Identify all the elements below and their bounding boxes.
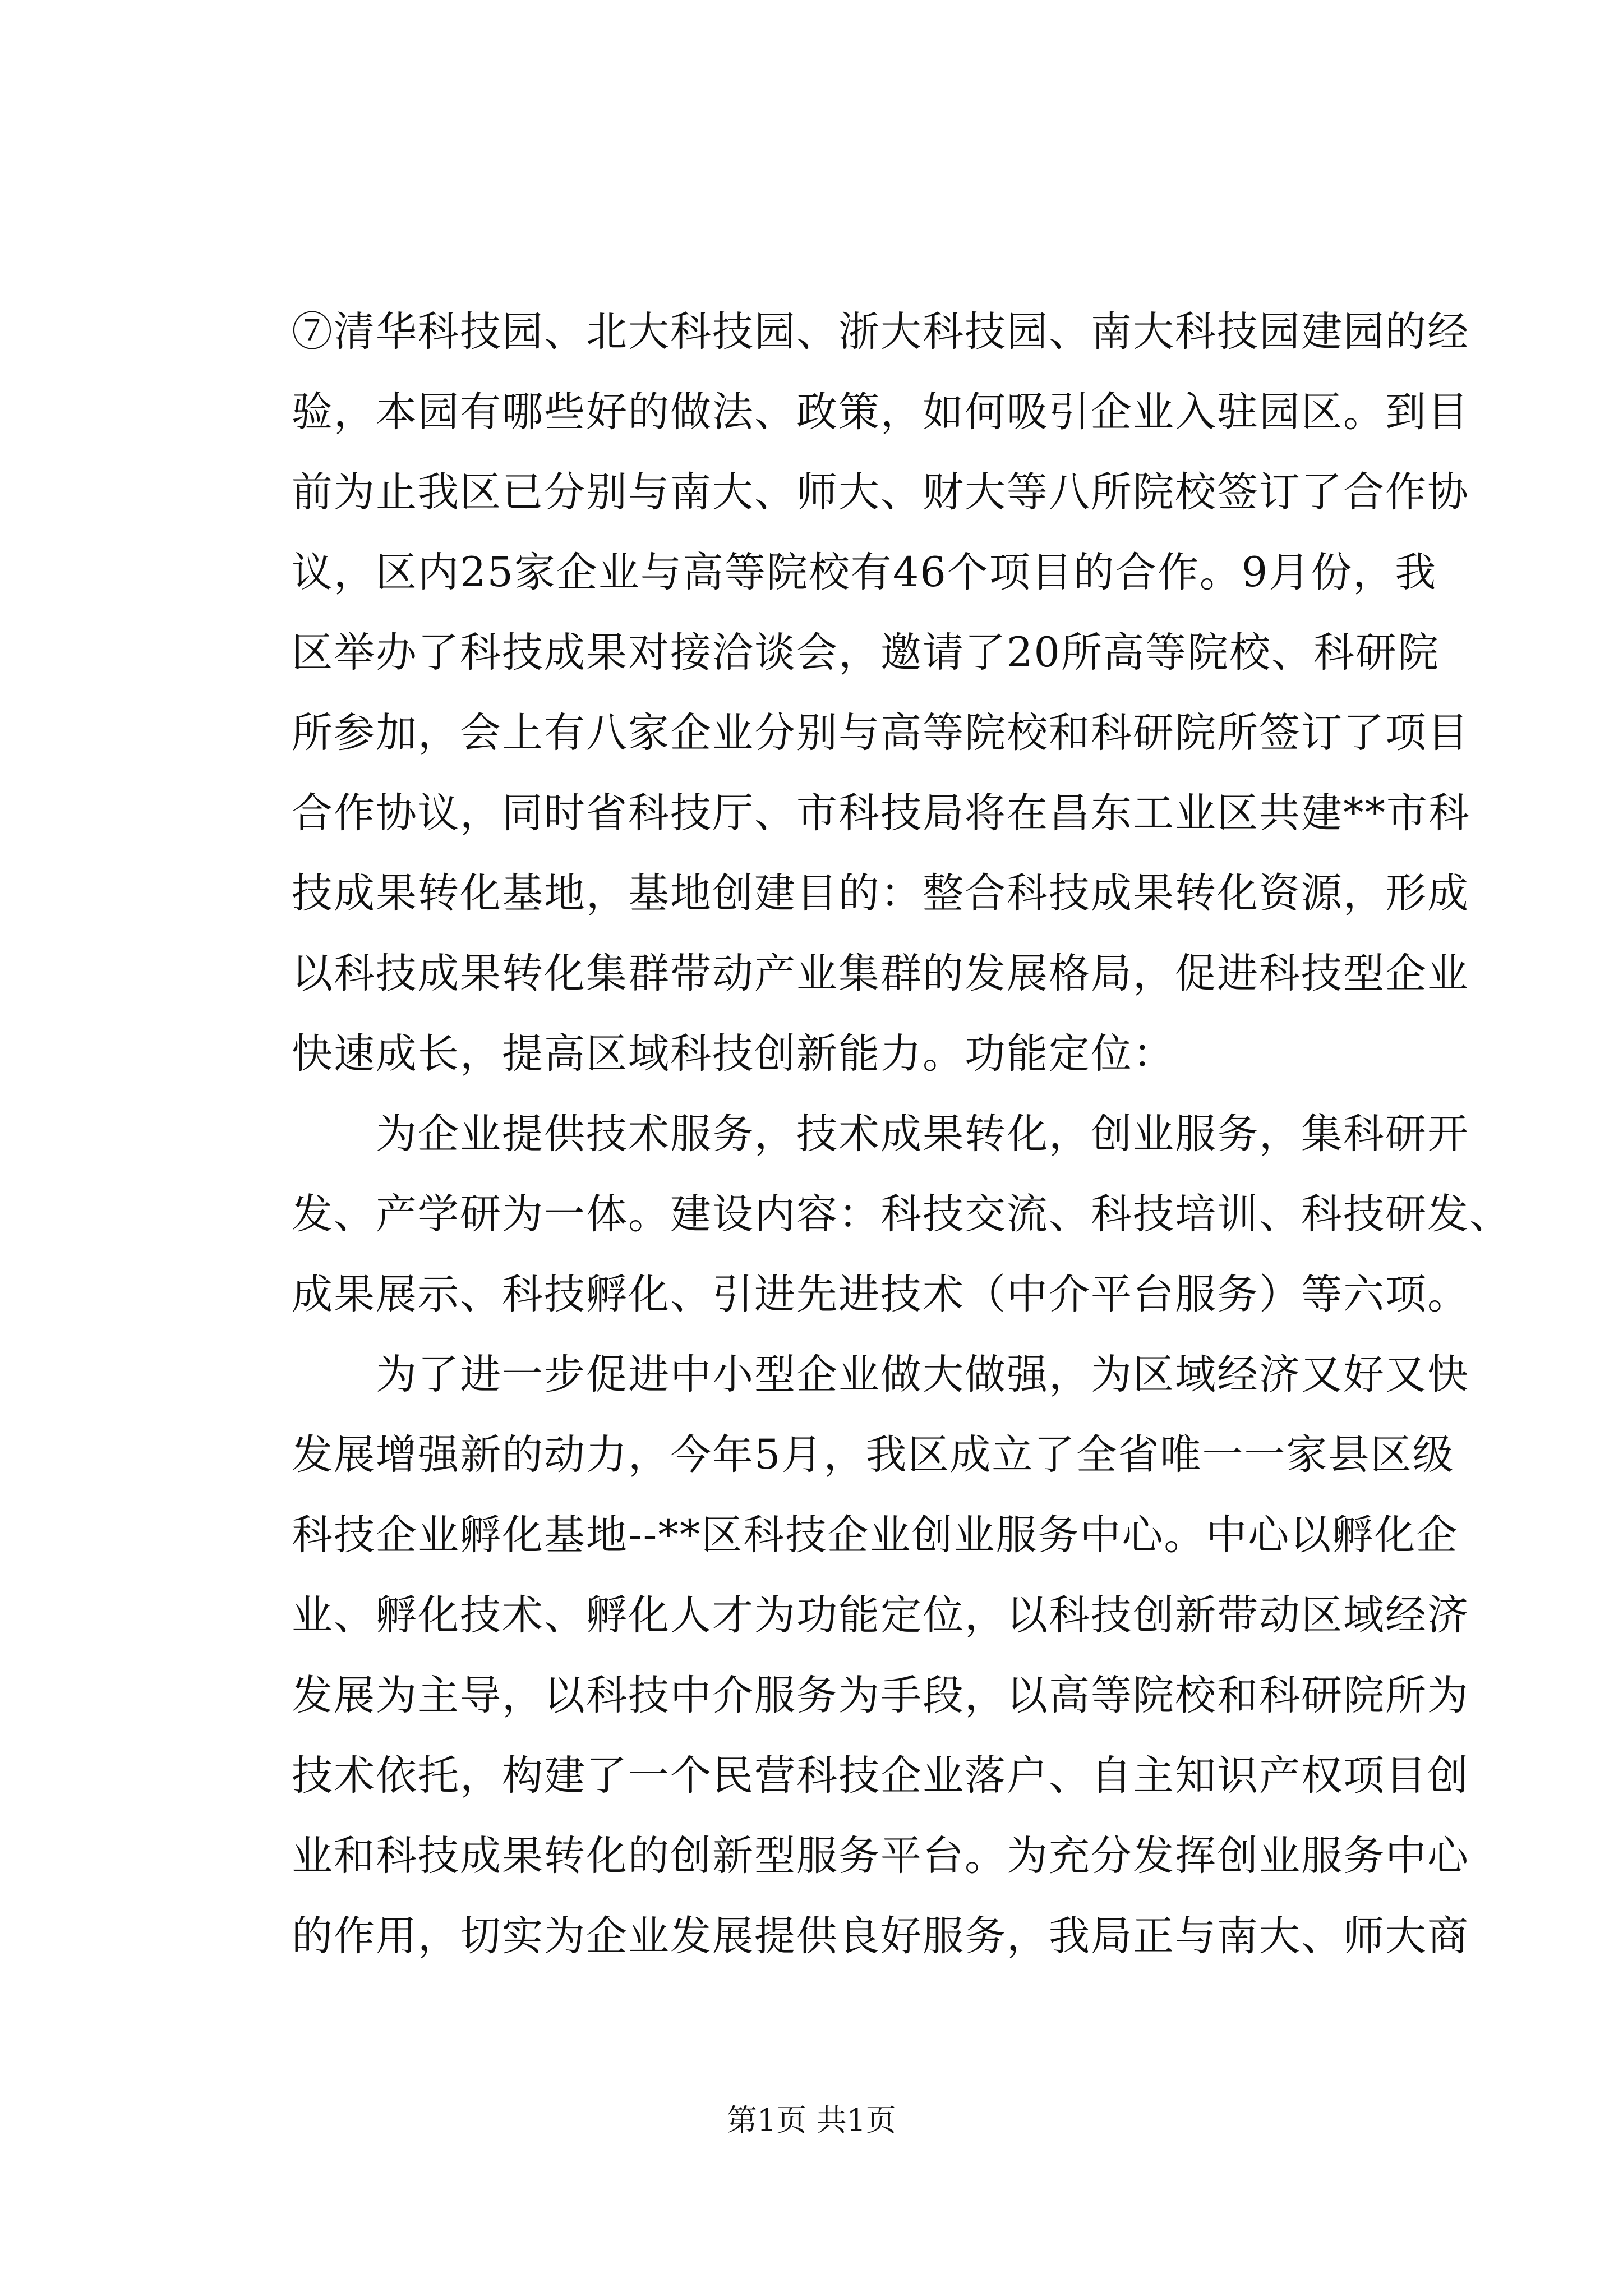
text-line: 业、孵化技术、孵化人才为功能定位，以科技创新带动区域经济 <box>292 1591 1469 1639</box>
text-line: 业和科技成果转化的创新型服务平台。为充分发挥创业服务中心 <box>292 1832 1469 1880</box>
text-line: 议，区内25家企业与高等院校有46个项目的合作。9月份，我 <box>292 549 1437 596</box>
text-line: 发展增强新的动力，今年5月，我区成立了全省唯一一家县区级 <box>292 1431 1455 1479</box>
text-line: 以科技成果转化集群带动产业集群的发展格局，促进科技型企业 <box>292 950 1469 997</box>
text-line: 技术依托，构建了一个民营科技企业落户、自主知识产权项目创 <box>292 1752 1469 1800</box>
page-footer: 第1页 共1页 <box>727 2102 896 2138</box>
text-line: 为企业提供技术服务，技术成果转化，创业服务，集科研开 <box>376 1110 1469 1158</box>
text-line: 合作协议，同时省科技厅、市科技局将在昌东工业区共建**市科 <box>292 789 1470 837</box>
text-line: 科技企业孵化基地--**区科技企业创业服务中心。中心以孵化企 <box>292 1511 1459 1559</box>
text-line: 为了进一步促进中小型企业做大做强，为区域经济又好又快 <box>376 1351 1469 1398</box>
document-body <box>292 292 1511 1976</box>
text-line: 发、产学研为一体。建设内容：科技交流、科技培训、科技研发、 <box>292 1190 1511 1238</box>
text-line: 技成果转化基地，基地创建目的：整合科技成果转化资源，形成 <box>292 869 1469 917</box>
text-line: 快速成长，提高区域科技创新能力。功能定位： <box>292 1030 1175 1078</box>
text-line: 验，本园有哪些好的做法、政策，如何吸引企业入驻园区。到目 <box>292 388 1469 436</box>
text-line: 区举办了科技成果对接洽谈会，邀请了20所高等院校、科研院 <box>292 629 1440 677</box>
text-line: 的作用，切实为企业发展提供良好服务，我局正与南大、师大商 <box>292 1912 1469 1960</box>
text-line: 前为止我区已分别与南大、师大、财大等八所院校签订了合作协 <box>292 468 1469 516</box>
text-line: ⑦清华科技园、北大科技园、浙大科技园、南大科技园建园的经 <box>292 308 1469 356</box>
text-line: 成果展示、科技孵化、引进先进技术（中介平台服务）等六项。 <box>292 1271 1469 1318</box>
text-line: 所参加，会上有八家企业分别与高等院校和科研院所签订了项目 <box>292 709 1469 757</box>
text-line: 发展为主导，以科技中介服务为手段，以高等院校和科研院所为 <box>292 1672 1469 1719</box>
